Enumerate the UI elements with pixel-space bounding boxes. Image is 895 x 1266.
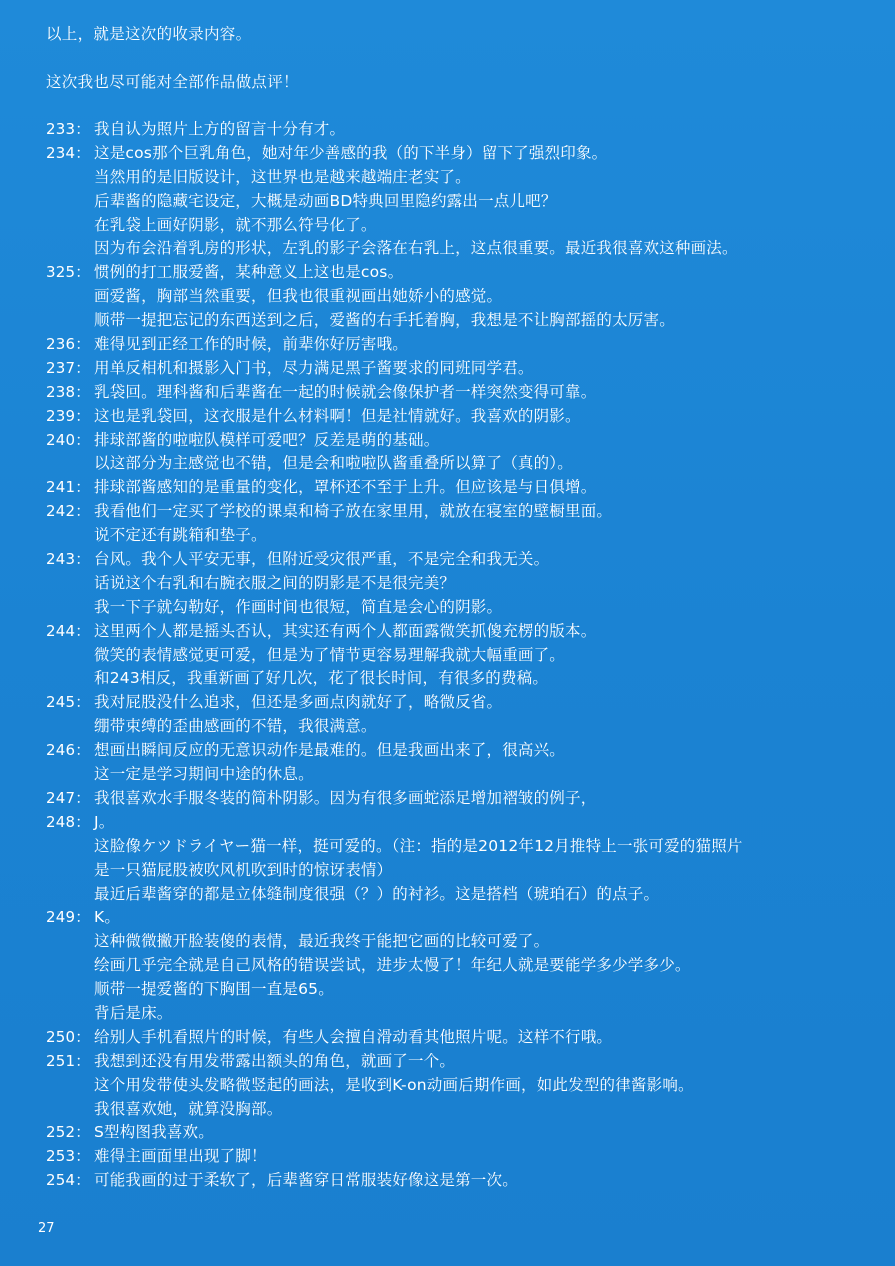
entry-text: 给别人手机看照片的时候，有些人会擅自滑动看其他照片呢。这样不行哦。 bbox=[94, 1027, 613, 1046]
entry-number: 250： bbox=[46, 1027, 91, 1046]
entry-text: 画爱酱，胸部当然重要，但我也很重视画出她娇小的感觉。 bbox=[94, 287, 503, 306]
entry-text: 微笑的表情感觉更可爱，但是为了情节更容易理解我就大幅重画了。 bbox=[94, 645, 566, 664]
entry-text: 这是cos那个巨乳角色，她对年少善感的我（的下半身）留下了强烈印象。 bbox=[94, 143, 608, 162]
entry-text: 顺带一提爱酱的下胸围一直是65。 bbox=[94, 980, 334, 999]
commentary-line bbox=[0, 859, 895, 883]
entry-text: 这脸像ケツドライヤー猫一样，挺可爱的。（注：指的是2012年12月推特上一张可爱的猫照片 bbox=[94, 836, 743, 855]
commentary-line bbox=[0, 763, 895, 787]
commentary-line bbox=[0, 883, 895, 907]
entry-text: 用单反相机和摄影入门书，尽力满足黑子酱要求的同班同学君。 bbox=[94, 358, 534, 377]
entry-number: 249： bbox=[46, 908, 91, 927]
entry-text: 我一下子就勾勒好，作画时间也很短，简直是会心的阴影。 bbox=[94, 597, 503, 616]
commentary-line bbox=[0, 691, 895, 715]
commentary-line bbox=[0, 1169, 895, 1193]
commentary-line bbox=[0, 190, 895, 214]
commentary-line bbox=[0, 237, 895, 261]
commentary-line bbox=[0, 930, 895, 954]
entry-text: 乳袋回。理科酱和后辈酱在一起的时候就会像保护者一样突然变得可靠。 bbox=[94, 382, 597, 401]
commentary-line bbox=[0, 118, 895, 142]
commentary-line bbox=[0, 906, 895, 930]
entry-number: 244： bbox=[46, 621, 91, 640]
entry-text: 这也是乳袋回，这衣服是什么材料啊！但是社情就好。我喜欢的阴影。 bbox=[94, 406, 581, 425]
entry-text: 难得主画面里出现了脚！ bbox=[94, 1147, 267, 1166]
entry-text: 惯例的打工服爱酱，某种意义上这也是cos。 bbox=[94, 263, 404, 282]
entry-text: K。 bbox=[94, 908, 121, 927]
entry-text: 我很喜欢她，就算没胸部。 bbox=[94, 1099, 283, 1118]
entry-text: 这个用发带使头发略微竖起的画法，是收到K-on动画后期作画，如此发型的律酱影响。 bbox=[94, 1075, 694, 1094]
entry-text: 是一只猫屁股被吹风机吹到时的惊讶表情） bbox=[94, 860, 393, 879]
commentary-line bbox=[0, 620, 895, 644]
commentary-line bbox=[0, 1098, 895, 1122]
intro-line-2: 这次我也尽可能对全部作品做点评！ bbox=[46, 73, 299, 91]
entry-number: 242： bbox=[46, 502, 91, 521]
entry-text: 这种微微撇开脸装傻的表情，最近我终于能把它画的比较可爱了。 bbox=[94, 932, 550, 951]
commentary-line bbox=[0, 1050, 895, 1074]
entry-text: 因为布会沿着乳房的形状，左乳的影子会落在右乳上，这点很重要。最近我很喜欢这种画法。 bbox=[94, 239, 738, 258]
commentary-line bbox=[0, 835, 895, 859]
entry-text: 我看他们一定买了学校的课桌和椅子放在家里用，就放在寝室的壁橱里面。 bbox=[94, 502, 613, 521]
commentary-line bbox=[0, 978, 895, 1002]
entry-text: 难得见到正经工作的时候，前辈你好厉害哦。 bbox=[94, 335, 409, 354]
entry-text: 说不定还有跳箱和垫子。 bbox=[94, 526, 267, 545]
commentary-line bbox=[0, 429, 895, 453]
entry-text: 排球部酱感知的是重量的变化，罩杯还不至于上升。但应该是与日俱增。 bbox=[94, 478, 597, 497]
commentary-line bbox=[0, 214, 895, 238]
entry-text: J。 bbox=[94, 812, 115, 831]
entry-text: 可能我画的过于柔软了，后辈酱穿日常服装好像这是第一次。 bbox=[94, 1171, 518, 1190]
commentary-line bbox=[0, 309, 895, 333]
entry-number: 325： bbox=[46, 263, 91, 282]
entry-text: 绷带束缚的歪曲感画的不错，我很满意。 bbox=[94, 717, 377, 736]
entry-number: 234： bbox=[46, 143, 91, 162]
entry-text: 背后是床。 bbox=[94, 1003, 173, 1022]
entry-number: 251： bbox=[46, 1051, 91, 1070]
entry-number: 239： bbox=[46, 406, 91, 425]
commentary-line bbox=[0, 667, 895, 691]
entry-number: 243： bbox=[46, 550, 91, 569]
entry-number: 240： bbox=[46, 430, 91, 449]
entry-number: 253： bbox=[46, 1147, 91, 1166]
commentary-line bbox=[0, 476, 895, 500]
entry-text: 想画出瞬间反应的无意识动作是最难的。但是我画出来了，很高兴。 bbox=[94, 741, 566, 760]
commentary-line bbox=[0, 572, 895, 596]
entry-number: 254： bbox=[46, 1171, 91, 1190]
commentary-line bbox=[0, 787, 895, 811]
entry-number: 238： bbox=[46, 382, 91, 401]
commentary-line bbox=[0, 285, 895, 309]
entry-text: S型构图我喜欢。 bbox=[94, 1123, 214, 1142]
commentary-line bbox=[0, 333, 895, 357]
intro-line-1: 以上，就是这次的收录内容。 bbox=[46, 25, 252, 43]
entry-text: 这一定是学习期间中途的休息。 bbox=[94, 765, 314, 784]
entry-text: 我想到还没有用发带露出额头的角色，就画了一个。 bbox=[94, 1051, 456, 1070]
entry-number: 245： bbox=[46, 693, 91, 712]
entry-text: 排球部酱的啦啦队模样可爱吧？反差是萌的基础。 bbox=[94, 430, 440, 449]
commentary-line bbox=[0, 954, 895, 978]
entry-text: 台风。我个人平安无事，但附近受灾很严重，不是完全和我无关。 bbox=[94, 550, 550, 569]
entry-number: 246： bbox=[46, 741, 91, 760]
entry-text: 在乳袋上画好阴影，就不那么符号化了。 bbox=[94, 215, 377, 234]
entry-text: 我自认为照片上方的留言十分有才。 bbox=[94, 120, 346, 138]
commentary-line bbox=[0, 357, 895, 381]
commentary-line bbox=[0, 142, 895, 166]
entry-number: 237： bbox=[46, 358, 91, 377]
commentary-line bbox=[0, 1145, 895, 1169]
entry-text: 和243相反，我重新画了好几次，花了很长时间，有很多的费稿。 bbox=[94, 669, 549, 688]
entry-text: 绘画几乎完全就是自己风格的错误尝试，进步太慢了！年纪人就是要能学多少学多少。 bbox=[94, 956, 691, 975]
entry-text: 当然用的是旧版设计，这世界也是越来越端庄老实了。 bbox=[94, 167, 471, 186]
commentary-list bbox=[0, 118, 895, 1193]
commentary-line bbox=[0, 1026, 895, 1050]
commentary-line bbox=[0, 166, 895, 190]
entry-number: 233： bbox=[46, 120, 91, 138]
commentary-line bbox=[0, 715, 895, 739]
entry-number: 241： bbox=[46, 478, 91, 497]
commentary-line bbox=[0, 1121, 895, 1145]
commentary-line bbox=[0, 261, 895, 285]
entry-text: 我很喜欢水手服冬装的简朴阴影。因为有很多画蛇添足增加褶皱的例子， bbox=[94, 788, 597, 807]
entry-text: 后辈酱的隐藏宅设定，大概是动画BD特典回里隐约露出一点儿吧？ bbox=[94, 191, 557, 210]
entry-number: 248： bbox=[46, 812, 91, 831]
commentary-line bbox=[0, 500, 895, 524]
commentary-line bbox=[0, 381, 895, 405]
commentary-line bbox=[0, 1074, 895, 1098]
commentary-line bbox=[0, 548, 895, 572]
entry-text: 这里两个人都是摇头否认，其实还有两个人都面露微笑抓傻充楞的版本。 bbox=[94, 621, 597, 640]
commentary-line bbox=[0, 596, 895, 620]
commentary-line bbox=[0, 739, 895, 763]
entry-number: 252： bbox=[46, 1123, 91, 1142]
entry-text: 话说这个右乳和右腕衣服之间的阴影是不是很完美？ bbox=[94, 573, 456, 592]
entry-text: 以这部分为主感觉也不错，但是会和啦啦队酱重叠所以算了（真的）。 bbox=[94, 454, 573, 473]
page-number: 27 bbox=[38, 1221, 55, 1236]
entry-text: 我对屁股没什么追求，但还是多画点肉就好了，略微反省。 bbox=[94, 693, 503, 712]
entry-text: 顺带一提把忘记的东西送到之后，爱酱的右手托着胸，我想是不让胸部摇的太厉害。 bbox=[94, 311, 675, 330]
commentary-line bbox=[0, 405, 895, 429]
commentary-line bbox=[0, 452, 895, 476]
commentary-line bbox=[0, 524, 895, 548]
entry-number: 236： bbox=[46, 335, 91, 354]
commentary-line bbox=[0, 1002, 895, 1026]
entry-text: 最近后辈酱穿的都是立体缝制度很强（？）的衬衫。这是搭档（琥珀石）的点子。 bbox=[94, 884, 660, 903]
commentary-line bbox=[0, 644, 895, 668]
commentary-line bbox=[0, 811, 895, 835]
entry-number: 247： bbox=[46, 788, 91, 807]
